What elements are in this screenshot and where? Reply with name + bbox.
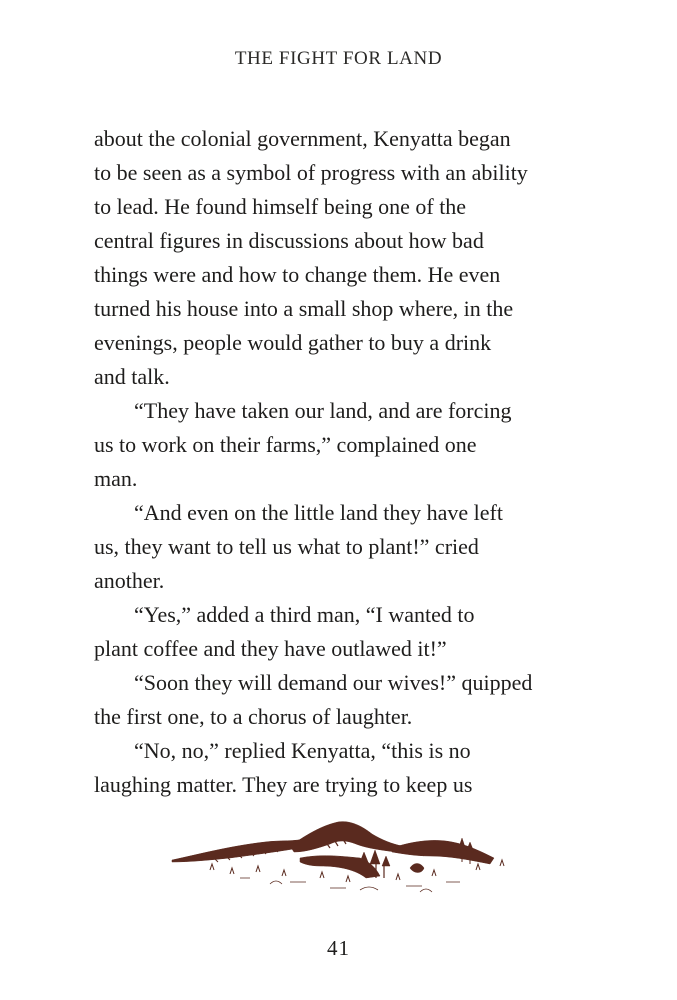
text-line: us, they want to tell us what to plant!” cried — [94, 534, 479, 559]
page-number: 41 — [327, 936, 350, 960]
running-head: THE FIGHT FOR LAND — [234, 48, 443, 69]
text-line: things were and how to change them. He even — [94, 262, 501, 287]
text-line: another. — [94, 568, 165, 593]
body-text — [94, 122, 614, 802]
text-line: about the colonial government, Kenyatta began — [94, 126, 511, 151]
text-line: the first one, to a chorus of laughter. — [94, 704, 413, 729]
text-line: “Yes,” added a third man, “I wanted to — [134, 602, 475, 627]
text-line: “No, no,” replied Kenyatta, “this is no — [134, 738, 471, 763]
text-line: “They have taken our land, and are forcing — [134, 398, 512, 423]
text-line: to lead. He found himself being one of the — [94, 194, 467, 219]
mountain-landscape-vignette-icon — [170, 818, 515, 898]
text-line: central figures in discussions about how bad — [94, 228, 484, 253]
text-line: laughing matter. They are trying to keep us — [94, 772, 473, 797]
text-line: “And even on the little land they have left — [134, 500, 503, 525]
text-line: man. — [94, 466, 138, 491]
text-line: and talk. — [94, 364, 170, 389]
text-line: “Soon they will demand our wives!” quipped — [134, 670, 533, 695]
text-line: us to work on their farms,” complained one — [94, 432, 477, 457]
text-line: evenings, people would gather to buy a drink — [94, 330, 492, 355]
text-line: to be seen as a symbol of progress with an ability — [94, 160, 528, 185]
text-line: plant coffee and they have outlawed it!” — [94, 636, 447, 661]
text-line: turned his house into a small shop where, in the — [94, 296, 514, 321]
